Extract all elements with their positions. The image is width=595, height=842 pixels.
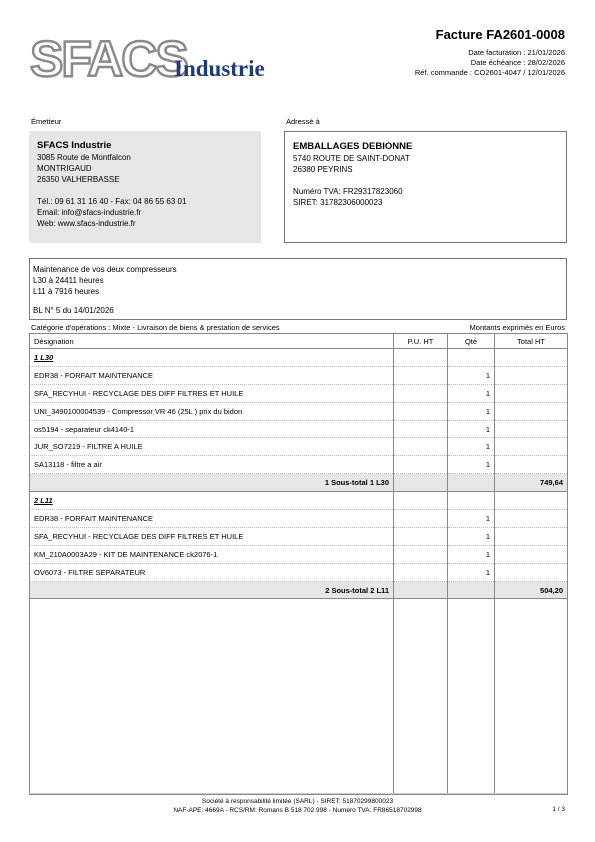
recipient-label: Adressé à	[286, 117, 320, 126]
subtotal-row	[30, 474, 568, 492]
footer-legal-line: Société à responsabilité limitée (SARL) - SIRET: 51870299800023	[201, 798, 394, 805]
footer-legal-line: NAF-APE: 4669A - RCS/RM: Romans B 518 702 998 - Numéro TVA: FR86518702998	[173, 807, 422, 814]
item-quantity: 1	[448, 563, 495, 581]
logo-subtext: Industrie	[174, 56, 265, 81]
issuer-box	[29, 131, 261, 243]
section-title: 2 L11	[30, 492, 394, 510]
table-row	[30, 438, 568, 456]
subtotal-amount: 749,64	[495, 474, 568, 492]
issuer-address-line: MONTRIGAUD	[37, 164, 92, 173]
item-quantity: 1	[448, 438, 495, 456]
page-number: 1 / 3	[552, 806, 565, 813]
delivery-note-ref: BL N° 5 du 14/01/2026	[33, 306, 114, 315]
table-row	[30, 545, 568, 563]
item-designation: SFA_RECYHUI - RECYCLAGE DES DIFF FILTRES ET HUILE	[30, 527, 394, 545]
object-line: L11 à 7916 heures	[33, 287, 100, 296]
logo-text: SFACS	[30, 32, 187, 84]
footer-divider	[29, 793, 567, 794]
item-quantity: 1	[448, 366, 495, 384]
table-row	[30, 420, 568, 438]
recipient-vat-number: Numéro TVA: FR29317823060	[293, 187, 403, 196]
subtotal-amount: 504,20	[495, 581, 568, 599]
table-filler	[30, 599, 568, 795]
item-designation: os5194 - separateur ck4140-1	[30, 420, 394, 438]
section-row	[30, 492, 568, 510]
recipient-name: EMBALLAGES DEBIONNE	[293, 141, 413, 152]
issuer-name: SFACS Industrie	[37, 140, 112, 151]
table-row	[30, 384, 568, 402]
invoice-date: Date facturation : 21/01/2026	[468, 48, 565, 57]
table-row	[30, 527, 568, 545]
item-designation: SFA_RECYHUI - RECYCLAGE DES DIFF FILTRES ET HUILE	[30, 384, 394, 402]
invoice-title: Facture FA2601-0008	[435, 27, 565, 42]
currency-note: Montants exprimés en Euros	[469, 323, 565, 332]
recipient-address-line: 26380 PEYRINS	[293, 165, 353, 174]
invoice-lines-table	[29, 333, 568, 795]
item-quantity: 1	[448, 456, 495, 474]
table-header	[30, 334, 568, 349]
item-quantity: 1	[448, 402, 495, 420]
invoice-meta	[415, 48, 565, 78]
recipient-box	[284, 131, 567, 243]
issuer-label: Émetteur	[31, 117, 62, 126]
recipient-siret: SIRET: 31782306000023	[293, 198, 383, 207]
invoice-object-box	[29, 258, 567, 320]
legal-footer	[0, 797, 595, 815]
table-row	[30, 563, 568, 581]
item-designation: EDR38 - FORFAIT MAINTENANCE	[30, 366, 394, 384]
column-header-total: Total HT	[495, 334, 568, 349]
subtotal-row	[30, 581, 568, 599]
due-date: Date échéance : 28/02/2026	[470, 58, 565, 67]
table-row	[30, 402, 568, 420]
table-row	[30, 366, 568, 384]
company-logo	[28, 32, 290, 84]
item-quantity: 1	[448, 420, 495, 438]
item-quantity: 1	[448, 545, 495, 563]
section-title: 1 L30	[30, 349, 394, 367]
subtotal-label: 2 Sous-total 2 L11	[30, 581, 394, 599]
recipient-address-line: 5740 ROUTE DE SAINT-DONAT	[293, 154, 410, 163]
operation-category: Catégorie d'opérations : Mixte - Livraison de biens & prestation de services	[31, 323, 280, 332]
item-designation: SA13118 - filtre a air	[30, 456, 394, 474]
object-line: L30 à 24411 heures	[33, 276, 104, 285]
item-quantity: 1	[448, 510, 495, 528]
subtotal-label: 1 Sous-total 1 L30	[30, 474, 394, 492]
item-designation: KM_210A0003A29 - KIT DE MAINTENANCE ck2076-1	[30, 545, 394, 563]
item-designation: EDR38 - FORFAIT MAINTENANCE	[30, 510, 394, 528]
issuer-email: Email: info@sfacs-industrie.fr	[37, 208, 142, 217]
item-quantity: 1	[448, 384, 495, 402]
item-quantity: 1	[448, 527, 495, 545]
column-header-designation: Désignation	[30, 334, 394, 349]
table-row	[30, 510, 568, 528]
issuer-phone: Tél.: 09 61 31 16 40 - Fax: 04 86 55 63 01	[37, 197, 187, 206]
issuer-address-line: 26350 VALHERBASSE	[37, 175, 120, 184]
issuer-website: Web: www.sfacs-industrie.fr	[37, 219, 136, 228]
item-designation: UNI_3490100004539 - Compressor VR 46 (25L ) prix du bidon	[30, 402, 394, 420]
order-reference: Réf. commande : CO2601-4047 / 12/01/2026	[414, 68, 565, 77]
column-header-unit-price: P.U. HT	[394, 334, 448, 349]
item-designation: OV6073 - FILTRE SEPARATEUR	[30, 563, 394, 581]
item-designation: JUR_SO7219 - FILTRE A HUILE	[30, 438, 394, 456]
issuer-address-line: 3085 Route de Montfalcon	[37, 153, 131, 162]
section-row	[30, 349, 568, 367]
object-line: Maintenance de vos deux compresseurs	[33, 265, 177, 274]
table-row	[30, 456, 568, 474]
column-header-quantity: Qté	[448, 334, 495, 349]
